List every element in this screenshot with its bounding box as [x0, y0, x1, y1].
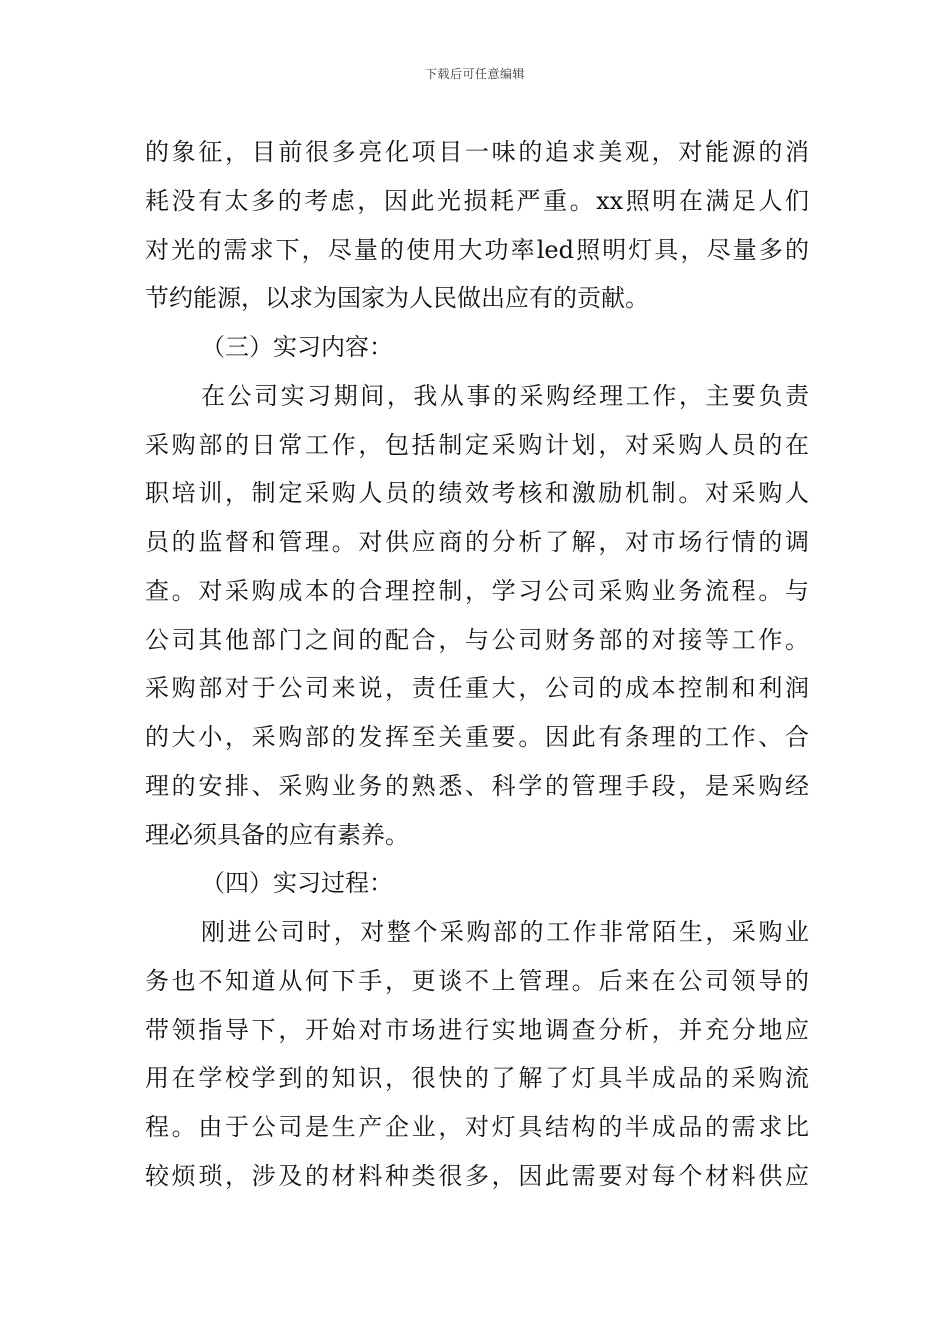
section-heading: （四）实习过程： — [201, 869, 393, 898]
document-body — [145, 128, 809, 1201]
text-line: 职培训，制定采购人员的绩效考核和激励机制。对采购人 — [145, 479, 809, 508]
text-line: 采购部对于公司来说，责任重大，公司的成本控制和利润 — [145, 674, 809, 703]
page-header: 下载后可任意编辑 — [424, 67, 525, 81]
text-line: 的象征，目前很多亮化项目一味的追求美观，对能源的消 — [145, 138, 809, 166]
text-line: 员的监督和管理。对供应商的分析了解，对市场行情的调 — [145, 528, 809, 556]
text-line: 带领指导下，开始对市场进行实地调查分析，并充分地应 — [145, 1015, 809, 1044]
text-line: 采购部的日常工作，包括制定采购计划，对采购人员的在 — [145, 430, 809, 459]
text-line: 理必须具备的应有素养。 — [145, 820, 409, 849]
text-line: 节约能源，以求为国家为人民做出应有的贡献。 — [145, 284, 649, 313]
text-line: 刚进公司时，对整个采购部的工作非常陌生，采购业 — [201, 918, 809, 946]
text-line: 较烦琐，涉及的材料种类很多，因此需要对每个材料供应 — [145, 1161, 809, 1190]
text-line: 对光的需求下，尽量的使用大功率led照明灯具，尽量多的 — [145, 235, 809, 264]
text-line: 在公司实习期间，我从事的采购经理工作，主要负责 — [201, 381, 809, 410]
section-heading: （三）实习内容： — [201, 333, 393, 361]
text-line: 用在学校学到的知识，很快的了解了灯具半成品的采购流 — [145, 1064, 809, 1093]
text-line: 理的安排、采购业务的熟悉、科学的管理手段，是采购经 — [145, 771, 809, 800]
text-line: 查。对采购成本的合理控制，学习公司采购业务流程。与 — [145, 576, 809, 605]
text-line: 的大小，采购部的发挥至关重要。因此有条理的工作、合 — [145, 723, 809, 751]
text-line: 公司其他部门之间的配合，与公司财务部的对接等工作。 — [145, 625, 809, 654]
text-line: 务也不知道从何下手，更谈不上管理。后来在公司领导的 — [145, 966, 809, 995]
text-line: 耗没有太多的考虑，因此光损耗严重。xx照明在满足人们 — [145, 186, 809, 215]
text-line: 程。由于公司是生产企业，对灯具结构的半成品的需求比 — [145, 1113, 809, 1141]
